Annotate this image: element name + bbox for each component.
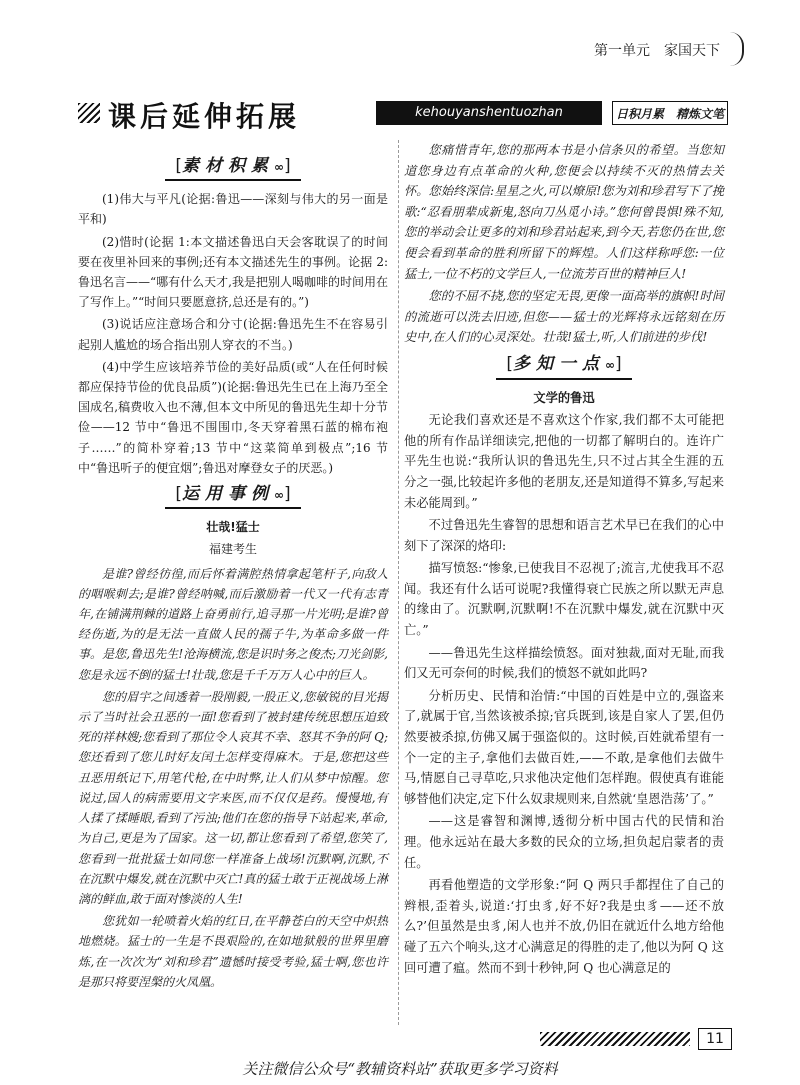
article-paragraph: 分析历史、民情和治情:“中国的百姓是中立的,强盗来了,就属于官,当然该被杀掠;官兵既到,该是自家人了罢,但仍然要被杀掠,仿佛又属于强盗似的。这时候,百姓就希望有一个一定的主子,拿他们去做百姓,——不敢,是拿他们去做牛马,情愿自己寻草吃,只求他决定他们怎样跑。假使真有谁能够替他们决定,定下什么奴隶规则来,自然就‘皇恩浩荡’了。” bbox=[404, 688, 724, 806]
material-item: (3)说话应注意场合和分寸(论据:鲁迅先生不在容易引起别人尴尬的场合指出别人穿衣的不当。) bbox=[78, 317, 388, 352]
essay-paragraph: 您的不屈不挠,您的坚定无畏,更像一面高举的旗帜!时间的流逝可以洗去旧迹,但您——猛士的光辉将永远铭刻在历史中,在人们的心灵深处。壮哉!猛士,听,人们前进的步伐! bbox=[404, 289, 724, 345]
page-number-bar bbox=[540, 1028, 730, 1048]
pager-hatch-decoration bbox=[540, 1032, 690, 1046]
article-paragraph: ——这是睿智和渊博,透彻分析中国古代的民情和治理。他永远站在最大多数的民众的立场,担负起启蒙者的责任。 bbox=[404, 814, 724, 870]
ornament-icon: ∞ bbox=[274, 160, 284, 174]
essay-paragraph: 您的眉宇之间透着一股刚毅,一股正义,您敏锐的目光揭示了当时社会丑恶的一面!您看到了被封建传统思想压迫致死的祥林嫂;您看到了那位令人哀其不幸、怒其不争的阿 Q;您还看到了您儿时好友闰土怎样变得麻木。于是,您把这些丑恶用纸记下,用笔代枪,在中时弊,让人们从梦中惊醒。您说过,国人的病需要用文字来医,而不仅仅是药。慢慢地,有人揉了揉睡眼,看到了污浊;他们在您的指导下站起来,革命,为自己,更是为了国家。这一切,都让您看到了希望,您笑了,您看到一批批猛士如同您一样准备上战场!沉默啊,沉默,不在沉默中爆发,就在沉默中灭亡!真的猛士敢于正视战场上淋漓的鲜血,敢于面对惨淡的人生! bbox=[78, 689, 388, 906]
left-column bbox=[78, 150, 388, 994]
material-item: (1)伟大与平凡(论据:鲁迅——深刻与伟大的另一面是平和) bbox=[78, 192, 388, 227]
material-item: (2)惜时(论据 1:本文描述鲁迅白天会客耽误了的时间要在夜里补回来的事例;还有本文描述先生的事例。论据 2:鲁迅名言——“哪有什么天才,我是把别人喝咖啡的时间用在了写作上。”“时间只要愿意挤,总还是有的。”) bbox=[78, 234, 388, 310]
article-paragraph: ——鲁迅先生这样描绘愤怒。面对独裁,面对无耻,而我们又无可奈何的时候,我们的愤怒不就如此吗? bbox=[404, 645, 724, 681]
essay-title: 壮哉!猛士 bbox=[206, 520, 260, 535]
page-number: 11 bbox=[698, 1028, 732, 1050]
section-heading-more: [多知一点∞] bbox=[496, 352, 631, 380]
ornament-icon: ∞ bbox=[274, 488, 284, 503]
unit-header: 第一单元 家国天下 bbox=[594, 43, 720, 59]
banner-hatch-decoration bbox=[78, 103, 100, 123]
material-item: (4)中学生应该培养节俭的美好品质(或“人在任何时候都应保持节俭的优良品质”)(论据:鲁迅先生已在上海乃至全国成名,稿费收入也不薄,但本文中所见的鲁迅先生却十分节俭——12 节中“鲁迅不围围巾,冬天穿着黑石蓝的棉布袍子……”的简朴穿着;13 节中“这菜简单到极点”;16 节中“鲁迅听子的便宜烟”;鲁迅对摩登女子的厌恶。) bbox=[78, 359, 388, 475]
banner-title: 课后延伸拓展 bbox=[108, 100, 301, 133]
footer-note: 关注微信公众号“教辅资料站”获取更多学习资料 bbox=[242, 1060, 558, 1078]
article-paragraph: 再看他塑造的文学形象:“阿 Q 两只手都捏住了自己的辫根,歪着头,说道:‘打虫豸,好不好?我是虫豸——还不放么?’但虽然是虫豸,闲人也并不放,仍旧在就近什么地方给他碰了五六个响头,这才心满意足的得胜的走了,他以为阿 Q 这回可遭了瘟。然而不到十秒钟,阿 Q 也心满意足的 bbox=[404, 878, 724, 975]
right-column bbox=[404, 140, 724, 980]
section-heading-examples: [运用事例∞] bbox=[165, 482, 300, 509]
article-paragraph: 描写愤怒:“惨象,已使我目不忍视了;流言,尤使我耳不忍闻。我还有什么话可说呢?我懂得衰亡民族之所以默无声息的缘由了。沉默啊,沉默啊!不在沉默中爆发,就在沉默中灭亡。” bbox=[404, 561, 724, 638]
article-paragraph: 无论我们喜欢还是不喜欢这个作家,我们都不太可能把他的所有作品详细读完,把他的一切都了解明白的。连许广平先生也说:“我所认识的鲁迅先生,只不过占其全生涯的五分之一强,比较起许多他的老朋友,还是知道得不算多,写起来未必能周到。” bbox=[404, 413, 724, 510]
banner-pinyin: kehouyanshentuozhan bbox=[376, 101, 602, 125]
section-heading-material: [素材积累∞] bbox=[165, 154, 300, 181]
column-divider bbox=[398, 140, 399, 1025]
header-bracket-decoration bbox=[728, 32, 744, 66]
banner-slogan: 日积月累 精炼文笔 bbox=[612, 101, 728, 125]
article-title: 文学的鲁迅 bbox=[533, 390, 595, 405]
section-banner bbox=[78, 95, 728, 131]
article-paragraph: 不过鲁迅先生睿智的思想和语言艺术早已在我们的心中刻下了深深的烙印: bbox=[404, 518, 724, 553]
essay-author: 福建考生 bbox=[208, 542, 257, 557]
essay-paragraph: 您痛惜青年,您的那两本书是小信条贝的希望。当您知道您身边有点革命的火种,您便会以持续不灭的热情去关怀。您始终深信:星星之火,可以燎原!您为刘和珍君写下了挽歌:“忍看朋辈成新鬼,怒向刀丛觅小诗。”您何曾畏惧!殊不知,您的举动会让更多的刘和珍君站起来,到今天,若您仍在世,您便会看到革命的胜利所留下的辉煌。人们这样称呼您:一位猛士,一位不朽的文学巨人,一位流芳百世的精神巨人! bbox=[404, 143, 724, 281]
essay-paragraph: 是谁?曾经彷徨,而后怀着满腔热情拿起笔杆子,向敌人的咽喉刺去;是谁?曾经呐喊,而后激励着一代又一代有志青年,在铺满荆棘的道路上奋勇前行,追寻那一片光明;是谁?曾经伤逝,为的是无法一直做人民的孺子牛,为革命多做一件事。是您,鲁迅先生!沧海横流,您是识时务之俊杰;刀光剑影,您是永远不倒的猛士!壮哉,您是千千万万人心中的巨人。 bbox=[78, 566, 388, 682]
ornament-icon: ∞ bbox=[605, 357, 615, 372]
essay-paragraph: 您犹如一轮喷着火焰的红日,在平静苍白的天空中炽热地燃烧。猛士的一生是不畏艰险的,在如地狱般的世界里磨炼,在一次次为“刘和珍君”遗憾时接受考验,猛士啊,您也许是那只将要涅槃的火凤凰。 bbox=[78, 914, 388, 989]
